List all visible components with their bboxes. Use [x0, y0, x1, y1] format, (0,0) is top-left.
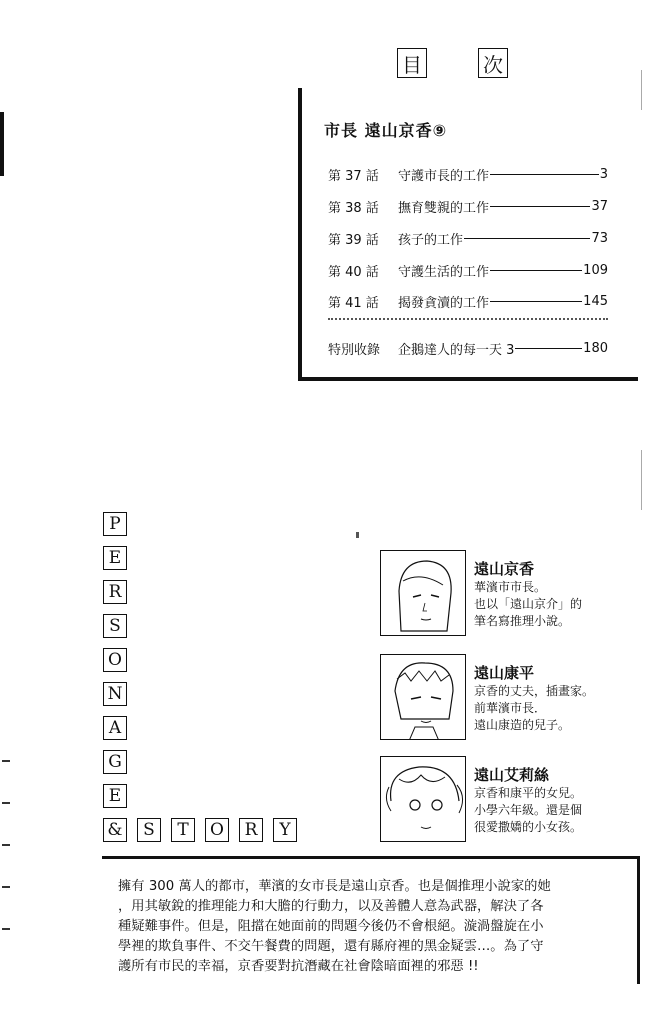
character-name: 遠山艾莉絲 [474, 766, 550, 784]
right-edge-mark [641, 70, 642, 110]
toc-frame [298, 88, 638, 381]
volume-title: 市長 遠山京香⑨ [324, 121, 448, 140]
chapter-title: 撫育雙親的工作 [398, 200, 490, 216]
chapter-number: 第 40 話 [328, 264, 379, 280]
toc-row[interactable] [328, 164, 608, 184]
personage-letter: E [103, 784, 127, 808]
story-letter: & [103, 818, 127, 842]
character-description: 華濱市市長。 也以「遠山京介」的 筆名寫推理小說。 [474, 580, 583, 628]
character-name: 遠山京香 [474, 560, 535, 578]
toc-row[interactable] [328, 196, 608, 216]
personage-letter: S [103, 614, 127, 638]
character-description: 京香的丈夫，插畫家。 前華濱市長． 遠山康造的兒子。 [474, 684, 595, 732]
story-line: 學裡的欺負事件、不交午餐費的問題，還有縣府裡的黑金疑雲…。為了守 [118, 939, 544, 954]
character-portrait [380, 550, 466, 636]
chapter-number: 第 38 話 [328, 200, 379, 216]
chapter-title: 守護生活的工作 [398, 264, 490, 280]
portrait-drawing [381, 757, 466, 842]
personage-letter: E [103, 546, 127, 570]
portrait-drawing [381, 551, 466, 636]
chapter-page: 145 [583, 293, 608, 309]
scan-speck [356, 532, 359, 538]
character-portrait [380, 756, 466, 842]
leader-line [490, 301, 582, 302]
header-char-2: 次 [483, 52, 503, 77]
story-letter: O [205, 818, 229, 842]
leader-line [490, 206, 590, 207]
toc-row[interactable] [328, 260, 608, 280]
toc-row[interactable] [328, 228, 608, 248]
toc-row[interactable] [328, 291, 608, 311]
leader-line [490, 174, 599, 175]
story-line: 擁有 300 萬人的都市，華濱的女市長是遠山京香。也是個推理小說家的她 [118, 879, 551, 894]
story-line: ，用其敏銳的推理能力和大膽的行動力，以及善體人意為武器，解決了各 [118, 899, 544, 914]
special-title: 企鵝達人的每一天 3 [398, 342, 515, 358]
leader-line [490, 270, 582, 271]
header-char-box-2 [478, 48, 508, 78]
left-edge-bar [0, 112, 4, 176]
chapter-title: 守護市長的工作 [398, 168, 490, 184]
personage-letter: O [103, 648, 127, 672]
personage-letter: R [103, 580, 127, 604]
personage-letter: P [103, 512, 127, 536]
chapter-title: 揭發貪瀆的工作 [398, 295, 490, 311]
chapter-page: 73 [591, 230, 608, 246]
story-line: 種疑難事件。但是，阻擋在她面前的問題今後仍不會根絕。漩渦盤旋在小 [118, 919, 544, 934]
character-description: 京香和康平的女兒。 小學六年級。還是個 很愛撒嬌的小女孩。 [474, 786, 583, 834]
right-edge-mark [641, 450, 642, 510]
story-letter: S [137, 818, 161, 842]
left-edge-bleed [2, 760, 12, 970]
personage-letter: G [103, 750, 127, 774]
chapter-page: 109 [583, 262, 608, 278]
special-page: 180 [583, 340, 608, 356]
leader-line [464, 238, 590, 239]
character-portrait [380, 654, 466, 740]
story-letter: R [239, 818, 263, 842]
personage-letter: A [103, 716, 127, 740]
chapter-page: 37 [591, 198, 608, 214]
chapter-number: 第 39 話 [328, 232, 379, 248]
header-char-box-1 [397, 48, 427, 78]
story-letter: Y [273, 818, 297, 842]
chapter-number: 第 41 話 [328, 295, 379, 311]
character-name: 遠山康平 [474, 664, 535, 682]
chapter-page: 3 [599, 166, 608, 182]
dotted-divider [328, 318, 608, 320]
chapter-number: 第 37 話 [328, 168, 379, 184]
personage-letter: N [103, 682, 127, 706]
leader-line [515, 348, 582, 349]
chapter-title: 孩子的工作 [398, 232, 464, 248]
portrait-drawing [381, 655, 466, 740]
story-line: 護所有市民的幸福，京香要對抗潛藏在社會陰暗面裡的邪惡 !! [118, 959, 479, 974]
header-char-1: 目 [402, 52, 422, 77]
story-letter: T [171, 818, 195, 842]
special-label: 特別收錄 [328, 342, 381, 358]
toc-row-special[interactable] [328, 338, 608, 358]
story-box [102, 856, 640, 984]
story-text [118, 877, 627, 977]
